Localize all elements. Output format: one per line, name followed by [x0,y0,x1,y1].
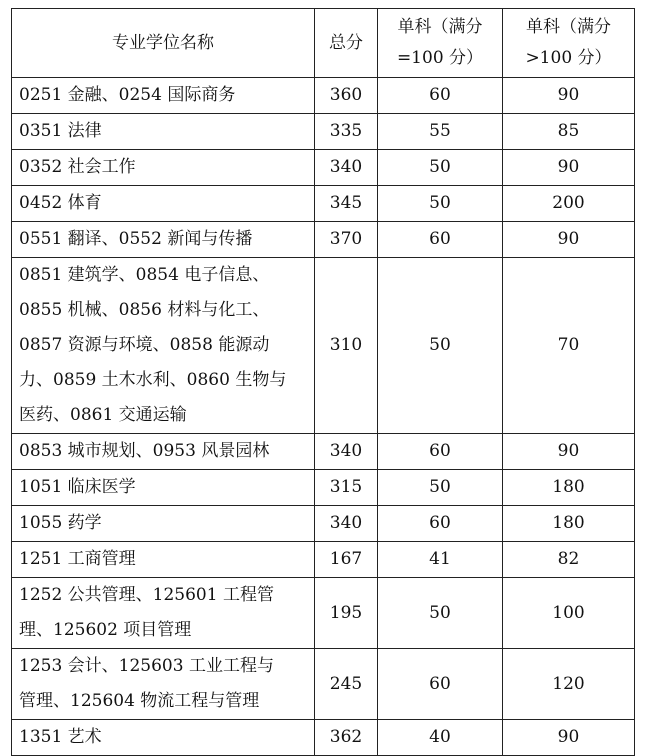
cell-total-score: 245 [315,649,378,720]
cell-degree-name [12,150,315,186]
header-single-100 [378,9,503,78]
cell-single-100: 50 [378,470,503,506]
degree-name-line: 理、125602 项目管理 [19,620,192,640]
cell-degree-name [12,506,315,542]
header-single-100-line1: 单科（满分 [397,17,483,37]
cell-single-100: 50 [378,258,503,434]
cell-total-score: 360 [315,78,378,114]
cell-total-score: 345 [315,186,378,222]
cell-single-100: 60 [378,506,503,542]
cell-single-100: 60 [378,434,503,470]
cell-total-score: 340 [315,434,378,470]
degree-name-line: 0853 城市规划、0953 风景园林 [19,441,270,461]
cell-single-gt100: 180 [503,470,635,506]
cell-single-gt100: 90 [503,78,635,114]
degree-name-line: 0857 资源与环境、0858 能源动 [19,335,270,355]
cell-single-gt100: 90 [503,720,635,756]
header-single-gt100-line1: 单科（满分 [526,17,611,37]
score-table-container [11,8,634,756]
cell-total-score: 310 [315,258,378,434]
cell-single-gt100: 70 [503,258,635,434]
cell-single-100: 50 [378,578,503,649]
cell-single-gt100: 90 [503,434,635,470]
degree-name-line: 0452 体育 [19,193,102,213]
degree-name-line: 医药、0861 交通运输 [19,405,187,425]
cell-single-100: 50 [378,186,503,222]
cell-single-gt100: 90 [503,222,635,258]
table-row [12,506,635,542]
cell-degree-name [12,222,315,258]
table-row [12,222,635,258]
cell-degree-name [12,434,315,470]
table-row [12,720,635,756]
cell-single-gt100: 85 [503,114,635,150]
cell-total-score: 195 [315,578,378,649]
score-table [11,8,635,756]
header-name: 专业学位名称 [12,9,315,78]
cell-degree-name [12,720,315,756]
header-total: 总分 [315,9,378,78]
table-row [12,114,635,150]
cell-degree-name [12,186,315,222]
cell-degree-name [12,470,315,506]
degree-name-line: 1251 工商管理 [19,549,136,569]
cell-single-100: 60 [378,649,503,720]
cell-degree-name [12,649,315,720]
cell-total-score: 340 [315,150,378,186]
cell-degree-name [12,578,315,649]
degree-name-line: 0855 机械、0856 材料与化工、 [19,300,270,320]
table-row [12,258,635,434]
header-single-100-line2: =100 分） [396,48,484,68]
table-row [12,78,635,114]
degree-name-line: 1055 药学 [19,513,102,533]
cell-single-100: 55 [378,114,503,150]
cell-single-gt100: 180 [503,506,635,542]
cell-total-score: 340 [315,506,378,542]
header-single-gt100-line2: >100 分） [525,48,612,68]
cell-degree-name [12,542,315,578]
cell-single-100: 41 [378,542,503,578]
cell-single-gt100: 120 [503,649,635,720]
degree-name-line: 0851 建筑学、0854 电子信息、 [19,265,270,285]
degree-name-line: 力、0859 土木水利、0860 生物与 [19,370,287,390]
cell-total-score: 315 [315,470,378,506]
degree-name-line: 1253 会计、125603 工业工程与 [19,656,274,676]
degree-name-line: 0251 金融、0254 国际商务 [19,85,236,105]
cell-degree-name [12,78,315,114]
table-row [12,542,635,578]
table-row [12,649,635,720]
degree-name-line: 0351 法律 [19,121,102,141]
table-row [12,150,635,186]
cell-degree-name [12,114,315,150]
cell-total-score: 370 [315,222,378,258]
degree-name-line: 1252 公共管理、125601 工程管 [19,585,274,605]
cell-degree-name [12,258,315,434]
cell-single-100: 50 [378,150,503,186]
table-row [12,470,635,506]
table-row [12,434,635,470]
table-body [12,78,635,756]
header-single-gt100 [503,9,635,78]
cell-single-gt100: 200 [503,186,635,222]
degree-name-line: 1051 临床医学 [19,477,136,497]
cell-single-gt100: 82 [503,542,635,578]
cell-single-100: 60 [378,222,503,258]
cell-total-score: 167 [315,542,378,578]
degree-name-line: 1351 艺术 [19,727,102,747]
degree-name-line: 0352 社会工作 [19,157,136,177]
cell-single-gt100: 90 [503,150,635,186]
cell-single-gt100: 100 [503,578,635,649]
cell-single-100: 40 [378,720,503,756]
cell-single-100: 60 [378,78,503,114]
cell-total-score: 335 [315,114,378,150]
degree-name-line: 0551 翻译、0552 新闻与传播 [19,229,253,249]
table-row [12,578,635,649]
header-row [12,9,635,78]
degree-name-line: 管理、125604 物流工程与管理 [19,691,260,711]
cell-total-score: 362 [315,720,378,756]
table-row [12,186,635,222]
